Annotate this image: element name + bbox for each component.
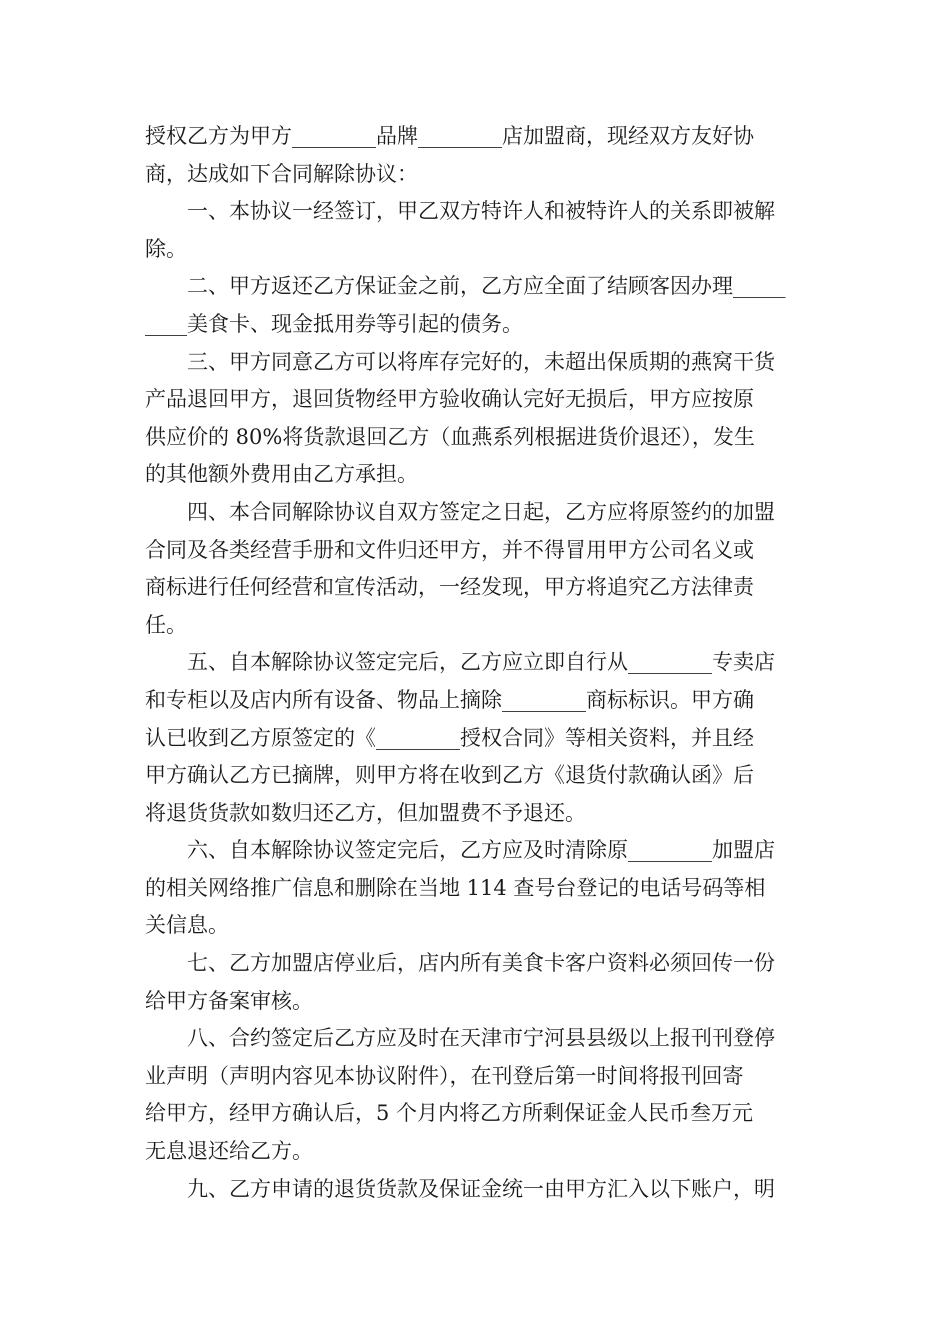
text-line: 产品退回甲方，退回货物经甲方验收确认完好无损后，甲方应按原 [145, 387, 754, 412]
text-line: 的相关网络推广信息和删除在当地 114 查号台登记的电话号码等相 [145, 875, 766, 900]
text-line: 合同及各类经营手册和文件归还甲方，并不得冒用甲方公司名义或 [145, 537, 754, 562]
text-line: 一、本协议一经签订，甲乙双方特许人和被特许人的关系即被解 [187, 199, 775, 224]
text-line: 三、甲方同意乙方可以将库存完好的，未超出保质期的燕窝干货 [187, 349, 775, 374]
text-line: ____美食卡、现金抵用券等引起的债务。 [145, 311, 523, 336]
text-line: 和专柜以及店内所有设备、物品上摘除________商标标识。甲方确 [145, 687, 754, 712]
contract-body-text [145, 118, 805, 1208]
text-line: 九、乙方申请的退货货款及保证金统一由甲方汇入以下账户，明 [187, 1176, 775, 1201]
text-line: 七、乙方加盟店停业后，店内所有美食卡客户资料必须回传一份 [187, 951, 775, 976]
text-line: 五、自本解除协议签定完后，乙方应立即自行从________专卖店 [187, 650, 775, 675]
text-line: 认已收到乙方原签定的《________授权合同》等相关资料，并且经 [145, 725, 754, 750]
text-line: 给甲方，经甲方确认后，5 个月内将乙方所剩保证金人民币叁万元 [145, 1101, 754, 1126]
text-line: 商，达成如下合同解除协议： [145, 161, 418, 186]
text-line: 业声明（声明内容见本协议附件），在刊登后第一时间将报刊回寄 [145, 1063, 744, 1088]
text-line: 六、自本解除协议签定完后，乙方应及时清除原________加盟店 [187, 838, 775, 863]
text-line: 无息退还给乙方。 [145, 1139, 313, 1164]
text-line: 将退货货款如数归还乙方，但加盟费不予退还。 [145, 800, 586, 825]
text-line: 四、本合同解除协议自双方签定之日起，乙方应将原签约的加盟 [187, 499, 775, 524]
text-line: 除。 [145, 236, 187, 261]
text-line: 甲方确认乙方已摘牌，则甲方将在收到乙方《退货付款确认函》后 [145, 763, 754, 788]
text-line: 八、合约签定后乙方应及时在天津市宁河县县级以上报刊刊登停 [187, 1026, 775, 1051]
text-line: 关信息。 [145, 913, 229, 938]
text-line: 的其他额外费用由乙方承担。 [145, 462, 418, 487]
text-line: 授权乙方为甲方________品牌________店加盟商，现经双方友好协 [145, 124, 754, 148]
text-line: 二、甲方返还乙方保证金之前，乙方应全面了结顾客因办理_____ [187, 274, 786, 299]
text-line: 任。 [145, 612, 187, 637]
text-line: 给甲方备案审核。 [145, 988, 313, 1013]
text-line: 商标进行任何经营和宣传活动，一经发现，甲方将追究乙方法律责 [145, 575, 754, 600]
text-line: 供应价的 80%将货款退回乙方（血燕系列根据进货价退还），发生 [145, 424, 755, 449]
